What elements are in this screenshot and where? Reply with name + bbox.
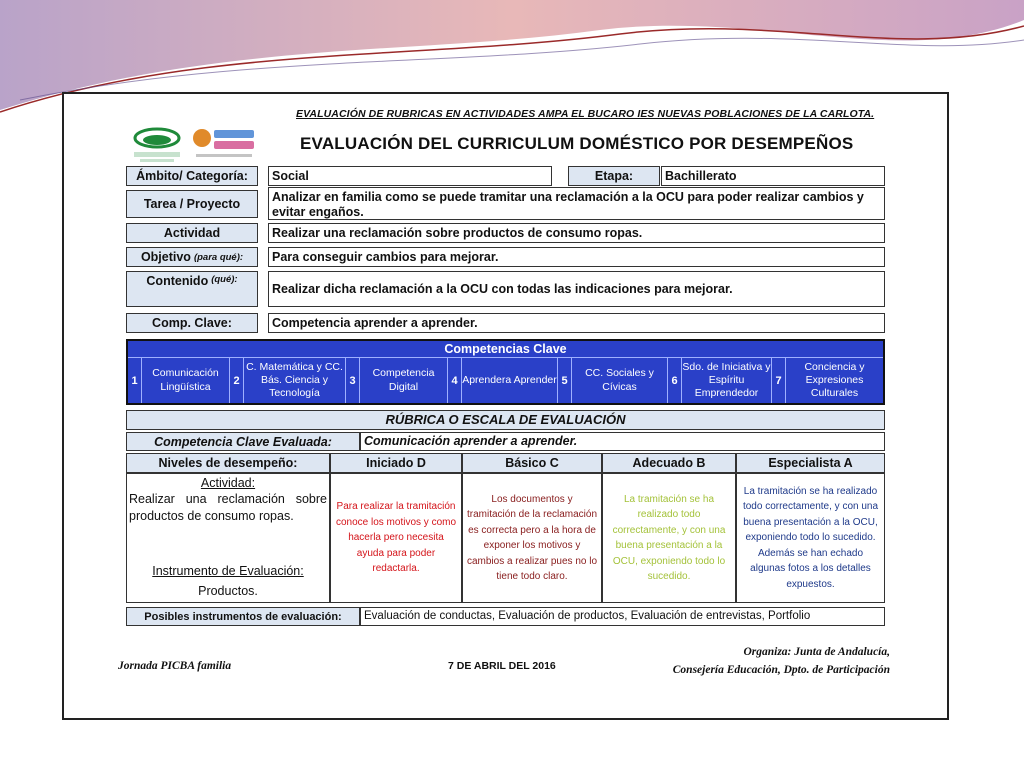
competencia-item: Conciencia y Expresiones Culturales	[804, 360, 865, 400]
contenido-label-box	[126, 271, 258, 307]
posibles-value: Evaluación de conductas, Evaluación de productos, Evaluación de entrevistas, Portfolio	[360, 607, 885, 626]
document-title: EVALUACIÓN DEL CURRICULUM DOMÉSTICO POR DESEMPEÑOS	[300, 134, 854, 153]
organizer-line-2: Consejería Educación, Dpto. de Participación	[672, 663, 890, 676]
activity-cell	[126, 473, 330, 603]
evaluation-sheet	[62, 92, 949, 720]
rubrica-title: RÚBRICA O ESCALA DE EVALUACIÓN	[126, 410, 885, 430]
objetivo-label: Objetivo	[140, 250, 191, 264]
descriptor-basico: Los documentos y tramitación de la reclamación es correcta pero a la hora de exponer los motivos y cambios a realizar pues no lo tiene todo claro.	[462, 473, 602, 603]
objetivo-hint: (para qué):	[193, 251, 244, 263]
competencia-item: C. Matemática y CC. Bás. Ciencia y Tecnología	[244, 358, 346, 403]
competencia-num: 5	[558, 358, 572, 403]
descriptor-especialista: La tramitación se ha realizado todo correctamente, y con una buena presentación a la OCU, exponiendo todo lo sucedido. Además se han echado algunas fotos a los detalles expuestos.	[736, 473, 885, 603]
competencia-num: 4	[448, 358, 462, 403]
competencia-item: CC. Sociales y Cívicas	[572, 358, 668, 403]
ambito-label: Ámbito/ Categoría:	[126, 166, 258, 186]
activity-text: Realizar una reclamación sobre productos de consumo ropas.	[129, 492, 327, 523]
contenido-hint: (qué):	[211, 274, 238, 285]
ambito-value: Social	[268, 166, 552, 186]
activity-heading: Actividad:	[200, 476, 256, 490]
competencia-num: 2	[230, 358, 244, 403]
competencia-num: 1	[128, 358, 142, 403]
competencia-item: Competencia Digital	[360, 358, 448, 403]
level-header: Iniciado D	[330, 453, 462, 473]
level-header: Adecuado B	[602, 453, 736, 473]
tarea-label: Tarea / Proyecto	[126, 190, 258, 218]
footer-date: 7 DE ABRIL DEL 2016	[448, 660, 556, 672]
objetivo-value: Para conseguir cambios para mejorar.	[268, 247, 885, 267]
footer-event: Jornada PICBA familia	[118, 660, 232, 672]
header-note: EVALUACIÓN DE RUBRICAS EN ACTIVIDADES AMPA EL BUCARO IES NUEVAS POBLACIONES DE LA CARLOTA.	[296, 108, 875, 120]
level-header: Especialista A	[736, 453, 885, 473]
competencia-item: Comunicación Lingüística	[142, 358, 230, 403]
actividad-label: Actividad	[126, 223, 258, 243]
instrumento-heading: Instrumento de Evaluación:	[152, 564, 304, 578]
objetivo-label-box	[126, 247, 258, 267]
level-header: Básico C	[462, 453, 602, 473]
comp-eval-value: Comunicación aprender a aprender.	[360, 432, 885, 451]
proyecto-atlantida-logo	[186, 124, 258, 166]
posibles-label: Posibles instrumentos de evaluación:	[126, 607, 360, 626]
actividad-value: Realizar una reclamación sobre productos de consumo ropas.	[268, 223, 885, 243]
competencias-title: Competencias Clave	[444, 342, 567, 356]
niveles-label: Niveles de desempeño:	[126, 453, 330, 473]
etapa-label: Etapa:	[568, 166, 660, 186]
competencia-num: 3	[346, 358, 360, 403]
comp-clave-value: Competencia aprender a aprender.	[268, 313, 885, 333]
contenido-label: Contenido	[146, 274, 209, 288]
comp-eval-label: Competencia Clave Evaluada:	[126, 432, 360, 451]
descriptor-adecuado: La tramitación se ha realizado todo correctamente, y con una buena presentación a la OCU, exponiendo todo lo sucedido.	[602, 473, 736, 603]
footer-organizer	[624, 644, 890, 680]
organizer-line-1: Organiza: Junta de Andalucía,	[743, 646, 890, 658]
tarea-value: Analizar en familia como se puede tramitar una reclamación a la OCU para poder realizar cambios y evitar engaños.	[268, 187, 885, 220]
competencia-item: Aprendera Aprender	[462, 358, 558, 403]
instrumento-text: Productos.	[198, 584, 258, 598]
competencias-band	[126, 339, 885, 405]
junta-andalucia-logo	[126, 124, 188, 166]
competencia-num: 7	[772, 358, 786, 403]
competencia-num: 6	[668, 358, 682, 403]
etapa-value: Bachillerato	[661, 166, 885, 186]
descriptor-iniciado: Para realizar la tramitación conoce los motivos y como hacerla pero necesita ayuda para poder redactarla.	[330, 473, 462, 603]
competencia-item: Sdo. de Iniciativa y Espíritu Emprendedor	[682, 358, 772, 403]
contenido-value: Realizar dicha reclamación a la OCU con todas las indicaciones para mejorar.	[268, 271, 885, 307]
comp-clave-label: Comp. Clave:	[126, 313, 258, 333]
